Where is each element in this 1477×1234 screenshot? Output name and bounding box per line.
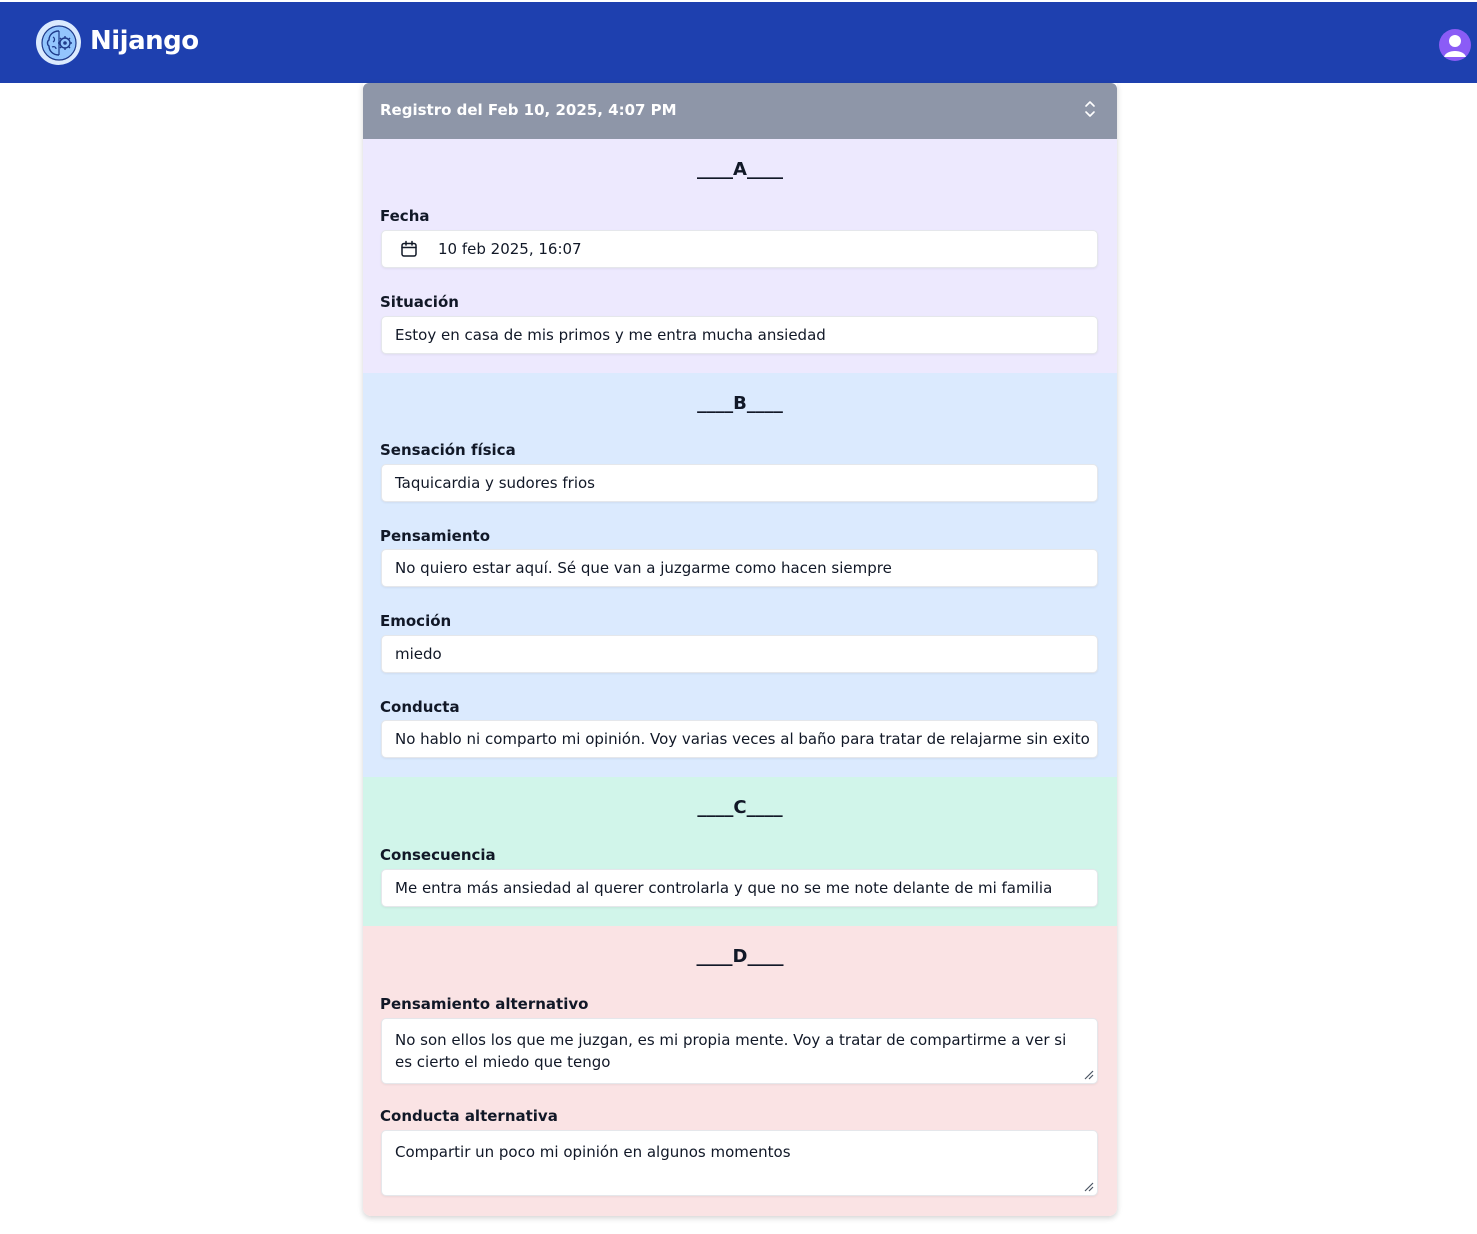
pens-alt-label: Pensamiento alternativo [380,995,589,1013]
cond-alt-label: Conducta alternativa [380,1107,558,1125]
conducta-label: Conducta [380,698,460,716]
pensamiento-label: Pensamiento [380,527,490,545]
situacion-label: Situación [380,293,459,311]
section-d [363,926,1117,1216]
sensacion-input[interactable]: Taquicardia y sudores frios [381,464,1098,502]
consecuencia-label: Consecuencia [380,846,496,864]
resize-handle-icon[interactable] [1084,1070,1094,1080]
section-b-title: ____B____ [697,393,783,414]
cond-alt-value: Compartir un poco mi opinión en algunos momentos [395,1143,791,1161]
pens-alt-textarea[interactable] [381,1018,1098,1084]
record-title: Registro del Feb 10, 2025, 4:07 PM [380,101,677,119]
fecha-field[interactable] [381,230,1098,268]
resize-handle-icon[interactable] [1084,1182,1094,1192]
section-a-title: ____A____ [697,159,783,180]
section-d-title: ____D____ [696,946,784,967]
top-navbar [0,2,1477,83]
fecha-value: 10 feb 2025, 16:07 [438,240,582,258]
section-a [363,139,1117,373]
cond-alt-textarea[interactable] [381,1130,1098,1196]
emocion-input[interactable]: miedo [381,635,1098,673]
pensamiento-input[interactable]: No quiero estar aquí. Sé que van a juzgarme como hacen siempre [381,549,1098,587]
brain-gear-icon[interactable] [36,20,81,65]
brand-name[interactable]: Nijango [90,26,199,56]
record-card [363,83,1117,1216]
sensacion-label: Sensación física [380,441,516,459]
user-avatar-icon[interactable] [1439,29,1471,61]
calendar-icon[interactable] [400,240,418,258]
fecha-label: Fecha [380,207,430,225]
pens-alt-value: No son ellos los que me juzgan, es mi propia mente. Voy a tratar de compartirme a ver si es cierto el miedo que tengo [395,1031,1067,1071]
section-c [363,777,1117,926]
record-header[interactable] [363,83,1117,139]
situacion-input[interactable]: Estoy en casa de mis primos y me entra mucha ansiedad [381,316,1098,354]
section-c-title: ____C____ [697,797,783,818]
section-b [363,373,1117,777]
chevron-up-down-icon[interactable] [1083,99,1097,119]
conducta-input[interactable]: No hablo ni comparto mi opinión. Voy varias veces al baño para tratar de relajarme sin exito [381,720,1098,758]
consecuencia-input[interactable]: Me entra más ansiedad al querer controlarla y que no se me note delante de mi familia [381,869,1098,907]
emocion-label: Emoción [380,612,452,630]
